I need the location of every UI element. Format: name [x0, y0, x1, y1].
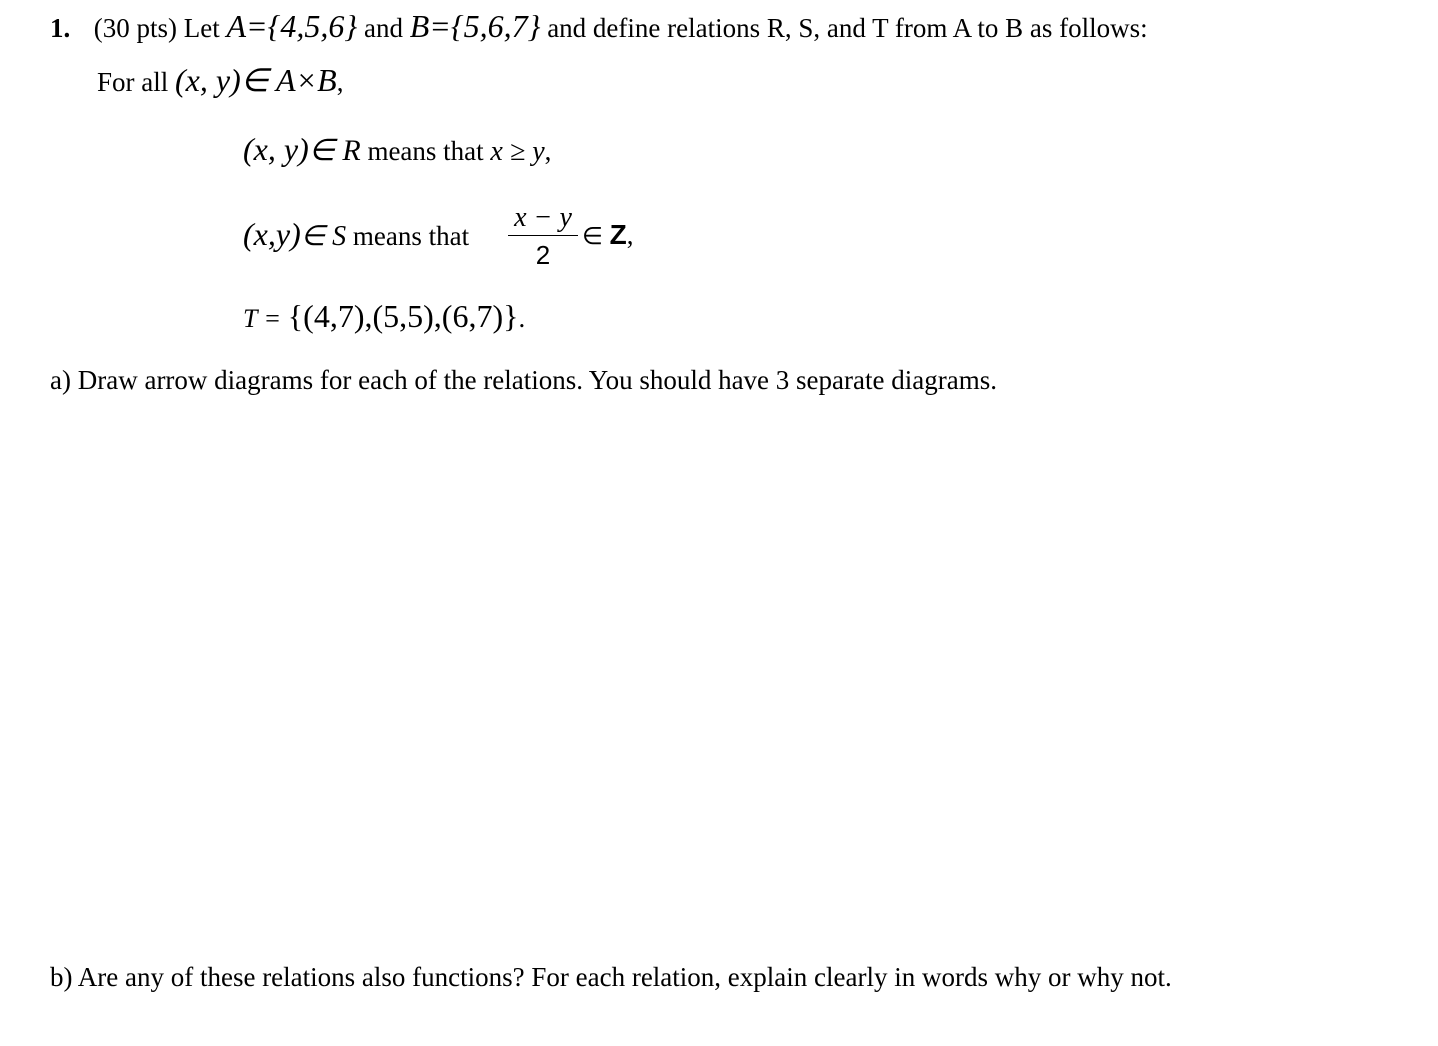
integer-set-symbol: Z: [609, 219, 627, 250]
set-B-definition: B={5,6,7}: [409, 8, 541, 44]
part-a-question: [50, 367, 997, 394]
T-set: {(4,7),(5,5),(6,7)}: [287, 298, 519, 334]
intro-rest: and define relations R, S, and T from A to B as follows:: [547, 13, 1148, 43]
for-all-line: [97, 64, 343, 96]
part-a-label: a): [50, 365, 71, 395]
relation-R-definition: [243, 133, 551, 166]
part-b-label: b): [50, 962, 73, 992]
relation-S-definition: [243, 218, 469, 251]
problem-number: 1.: [50, 13, 71, 43]
S-fraction-numerator: x − y: [514, 202, 572, 233]
R-means-that: means that: [367, 136, 484, 166]
S-fraction-bar: [508, 235, 578, 236]
S-pair: (x,y): [243, 216, 301, 252]
problem-statement-line: [50, 10, 1148, 42]
S-fraction: [508, 202, 578, 278]
S-fraction-denominator: 2: [535, 240, 551, 270]
R-comma: ,: [544, 136, 552, 166]
part-b-text: Are any of these relations also functions? For each relation, explain clearly in words why or why not.: [77, 962, 1172, 992]
intro-and: and: [363, 13, 403, 43]
part-a-text: Draw arrow diagrams for each of the relations. You should have 3 separate diagrams.: [77, 365, 997, 395]
problem-points: (30 pts): [93, 13, 177, 43]
S-comma: ,: [626, 220, 634, 250]
relation-T-definition: [243, 300, 525, 332]
S-membership: ∈ S: [300, 221, 347, 252]
R-membership: ∈ R: [308, 134, 361, 167]
T-lhs: T =: [243, 304, 282, 333]
T-period: .: [518, 303, 526, 333]
S-means-that: means that: [352, 221, 470, 251]
S-in-symbol: ∈: [582, 224, 603, 250]
intro-let: Let: [183, 13, 220, 43]
cartesian-product-expr: (x, y)∈ A×B: [175, 62, 337, 98]
R-condition: x ≥ y: [490, 136, 545, 167]
for-all-text: For all: [97, 67, 169, 97]
S-integer-membership: [582, 221, 634, 249]
R-pair: (x, y): [243, 131, 309, 167]
part-b-question: [50, 964, 1172, 991]
set-A-definition: A={4,5,6}: [226, 8, 358, 44]
for-all-comma: ,: [336, 67, 344, 97]
